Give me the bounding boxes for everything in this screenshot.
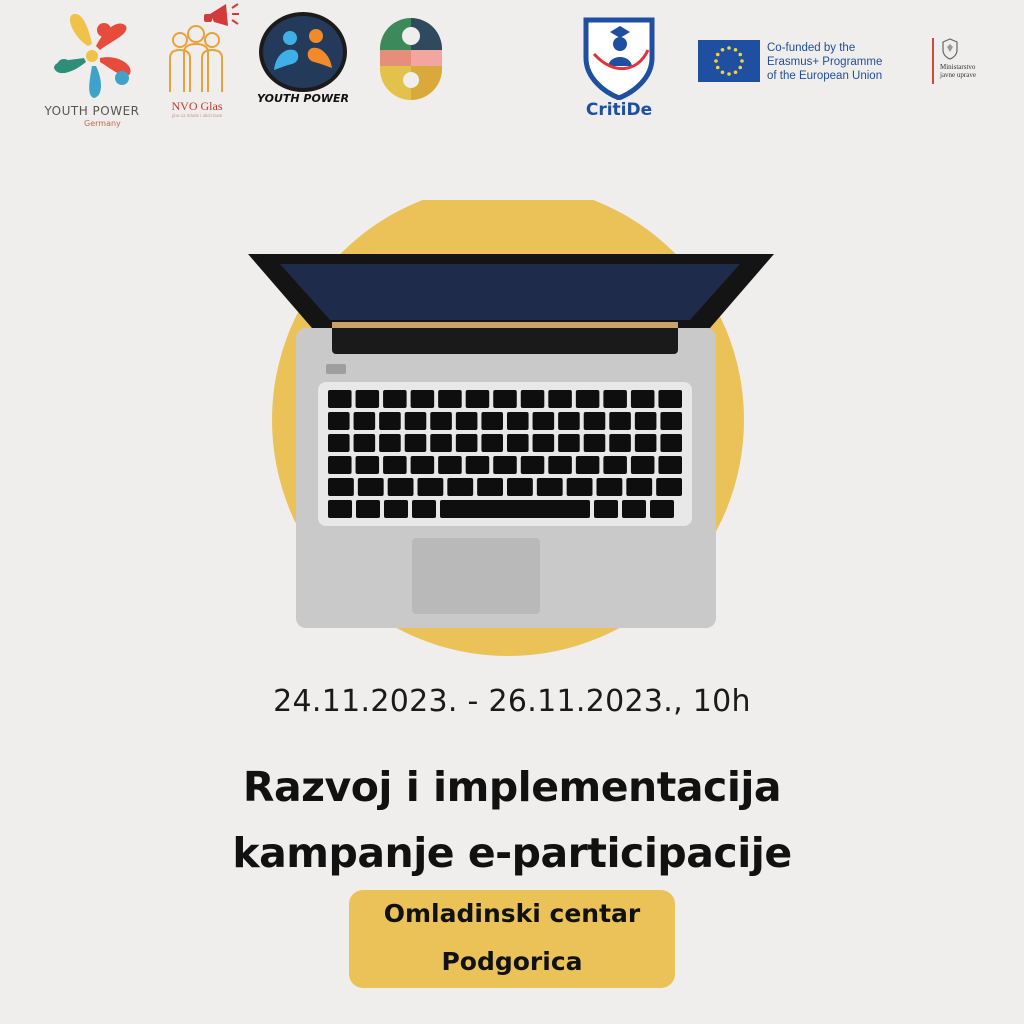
critide-shield-icon (574, 14, 664, 100)
keyboard-key (597, 478, 623, 496)
keyboard-key (493, 456, 517, 474)
erasmus-line-1: Co-funded by the (767, 42, 856, 54)
keyboard-key (622, 500, 646, 518)
eu-star (734, 48, 738, 52)
keyboard-key (477, 478, 503, 496)
location-line-1: Omladinski centar (383, 899, 641, 928)
keyboard-key (356, 456, 380, 474)
power-button (326, 364, 346, 374)
keyboard-key (358, 478, 384, 496)
ministry-name (940, 63, 976, 79)
keyboard-key (379, 434, 401, 452)
keyboard-key (658, 456, 682, 474)
youth-power-people-icon (256, 10, 350, 94)
keyboard-key (430, 412, 452, 430)
keyboard-key (626, 478, 652, 496)
keyboard-key (631, 456, 655, 474)
keyboard-key (576, 456, 600, 474)
coat-of-arms-icon (940, 38, 960, 60)
keyboard-key (609, 412, 631, 430)
keyboard-key (533, 412, 555, 430)
keyboard-key (507, 434, 529, 452)
keyboard-key (635, 434, 657, 452)
eight-shape-logo (376, 14, 446, 104)
eight-shape-icon (376, 14, 446, 104)
location-line-2: Podgorica (441, 947, 583, 976)
keyboard-key (354, 434, 376, 452)
eu-star (716, 53, 720, 57)
eu-star (734, 70, 738, 74)
eu-star (721, 48, 725, 52)
youth-power-name: YOUTH POWER (257, 92, 349, 105)
nvo-glas-name: NVO Glas (171, 99, 223, 113)
keyboard-key (521, 390, 545, 408)
eu-star (738, 66, 742, 70)
keyboard-key (594, 500, 618, 518)
keyboard-key (548, 390, 572, 408)
keyboard-key (481, 434, 503, 452)
keyboard-key (650, 500, 674, 518)
keyboard-key (438, 456, 462, 474)
ministry-line-2: javne uprave (940, 71, 976, 79)
keyboard-key (567, 478, 593, 496)
eu-star (727, 72, 731, 76)
keyboard-key (521, 456, 545, 474)
keyboard-key (481, 412, 503, 430)
critide-logo (574, 14, 664, 124)
keyboard-key (411, 390, 435, 408)
keyboard-key (533, 434, 555, 452)
keyboard-key (405, 434, 427, 452)
youth-power-germany-name: YOUTH POWER (44, 104, 140, 118)
keyboard-key (548, 456, 572, 474)
nvo-glas-logo (160, 0, 240, 124)
keyboard-key (384, 500, 408, 518)
keyboard-key (356, 500, 380, 518)
keyboard-key (466, 456, 490, 474)
youth-power-logo (256, 10, 350, 120)
keyboard-key (507, 412, 529, 430)
eu-star (740, 59, 744, 63)
eu-star (738, 53, 742, 57)
keyboard-key (328, 434, 350, 452)
keyboard-key (466, 390, 490, 408)
eu-star (716, 66, 720, 70)
keyboard-key (418, 478, 444, 496)
keyboard-key (603, 456, 627, 474)
keyboard-key (388, 478, 414, 496)
ministry-logo (930, 36, 990, 96)
keyboard-key (354, 412, 376, 430)
keyboard-key (438, 390, 462, 408)
keyboard-key (328, 456, 352, 474)
keyboard-key (328, 500, 352, 518)
event-title-line-2: kampanje e-participacije (232, 829, 792, 877)
keyboard-key (631, 390, 655, 408)
keyboard-key (584, 434, 606, 452)
keyboard-key (405, 412, 427, 430)
keyboard-key (537, 478, 563, 496)
keyboard-key (383, 456, 407, 474)
keyboard-key (411, 456, 435, 474)
keyboard-key (328, 412, 350, 430)
keyboard-key (456, 412, 478, 430)
event-title (0, 754, 1024, 886)
keyboard-key (656, 478, 682, 496)
people-megaphone-icon (160, 0, 240, 98)
keyboard-key (430, 434, 452, 452)
keyboard-key (558, 412, 580, 430)
erasmus-line-2: Erasmus+ Programme (767, 56, 883, 68)
laptop-screen (280, 264, 740, 320)
trackpad (412, 538, 540, 614)
keyboard-key (493, 390, 517, 408)
nvo-glas-tagline: glas za mlade i aktivizam (171, 114, 223, 119)
keyboard-key (507, 478, 533, 496)
ministry-line-1: Ministarstvo (940, 63, 976, 71)
eu-star (721, 70, 725, 74)
keyboard-key (456, 434, 478, 452)
keyboard-key (447, 478, 473, 496)
youth-power-germany-logo (44, 8, 140, 130)
keyboard-key (660, 434, 682, 452)
partner-logos (0, 0, 1024, 140)
eu-flag-icon (698, 40, 760, 82)
erasmus-text (767, 41, 907, 83)
keyboard-key (635, 412, 657, 430)
eu-star (714, 59, 718, 63)
keyboard-key (603, 390, 627, 408)
laptop-icon (240, 200, 780, 660)
keyboard-key (660, 412, 682, 430)
keyboard-key (328, 478, 354, 496)
keyboard-key (328, 390, 352, 408)
laptop-hinge-highlight (332, 322, 678, 328)
eu-star (727, 46, 731, 50)
keyboard-key (412, 500, 436, 518)
laptop-illustration (240, 200, 780, 660)
youth-power-flower-icon (44, 8, 140, 104)
keyboard-key (383, 390, 407, 408)
keyboard-key (356, 390, 380, 408)
location-badge (349, 890, 675, 988)
event-title-line-1: Razvoj i implementacija (242, 763, 782, 811)
critide-name: CritiDe (585, 100, 653, 120)
keyboard-key (558, 434, 580, 452)
keyboard-key (584, 412, 606, 430)
keyboard-key (658, 390, 682, 408)
spacebar-key (440, 500, 590, 518)
erasmus-line-3: of the European Union (767, 70, 883, 82)
keyboard-key (576, 390, 600, 408)
youth-power-germany-sub: Germany (84, 119, 121, 128)
keyboard-key (379, 412, 401, 430)
event-dates: 24.11.2023. - 26.11.2023., 10h (273, 684, 751, 719)
ministry-divider (932, 38, 934, 84)
keyboard-key (609, 434, 631, 452)
